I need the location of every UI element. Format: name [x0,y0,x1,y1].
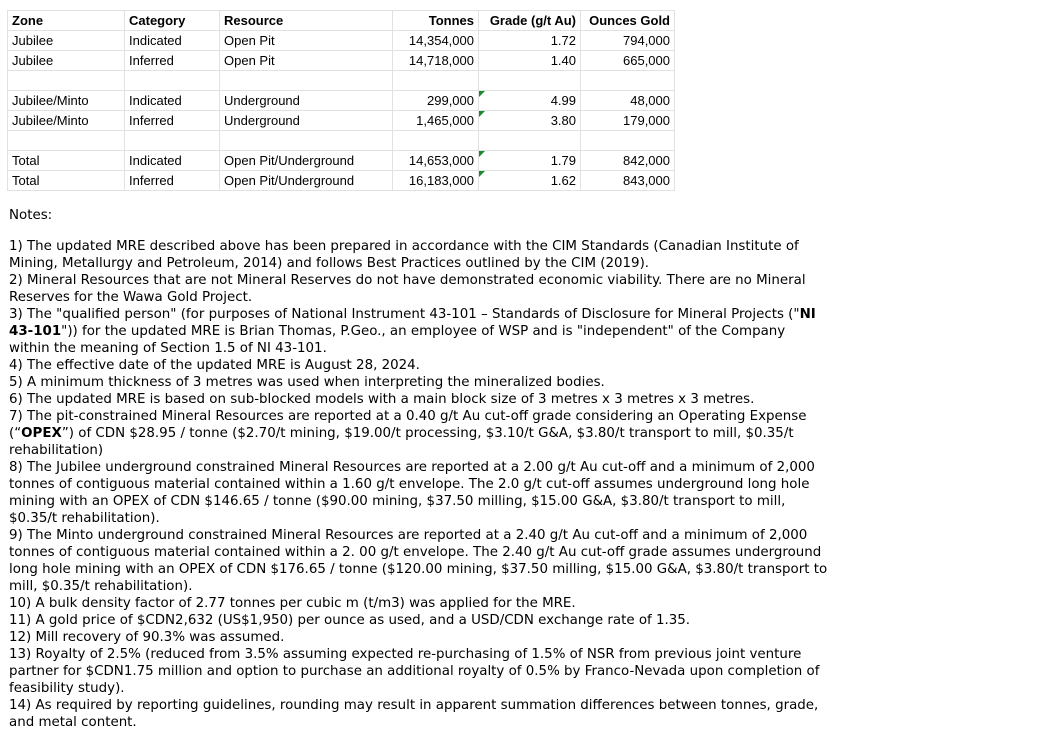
cell-category[interactable]: Inferred [125,51,220,71]
notes-section [9,207,829,731]
error-indicator-icon[interactable] [479,91,485,97]
blank-row [8,71,675,91]
cell-category[interactable]: Indicated [125,151,220,171]
cell-grade[interactable]: 1.40 [479,51,581,71]
note-text: 11) A gold price of $CDN2,632 (US$1,950) per ounce as used, and a USD/CDN exchange rate of 1.35. [9,613,691,628]
empty-cell[interactable] [125,131,220,151]
table-row [8,151,675,171]
cell-resource[interactable]: Open Pit/Underground [220,151,393,171]
cell-zone[interactable]: Jubilee [8,51,125,71]
cell-zone[interactable]: Total [8,151,125,171]
note-bold-term: OPEX [21,426,62,441]
note-item [9,374,829,391]
header-grade[interactable]: Grade (g/t Au) [479,11,581,31]
note-item [9,238,829,272]
cell-grade-value: 4.99 [550,93,576,108]
error-indicator-icon[interactable] [479,111,485,117]
cell-zone[interactable]: Jubilee [8,31,125,51]
header-category[interactable]: Category [125,11,220,31]
cell-tonnes[interactable]: 16,183,000 [393,171,479,191]
note-item [9,459,829,527]
table-row [8,111,675,131]
cell-ounces[interactable]: 179,000 [581,111,675,131]
cell-zone[interactable]: Jubilee/Minto [8,111,125,131]
cell-resource[interactable]: Open Pit [220,31,393,51]
cell-zone[interactable]: Total [8,171,125,191]
header-resource[interactable]: Resource [220,11,393,31]
note-item [9,697,829,731]
cell-category[interactable]: Inferred [125,171,220,191]
note-text: 5) A minimum thickness of 3 metres was used when interpreting the mineralized bodies. [9,375,605,390]
cell-ounces[interactable]: 665,000 [581,51,675,71]
table-row [8,91,675,111]
note-item [9,612,829,629]
note-text: 12) Mill recovery of 90.3% was assumed. [9,630,285,645]
cell-resource[interactable]: Underground [220,111,393,131]
empty-cell[interactable] [393,131,479,151]
cell-category[interactable]: Indicated [125,31,220,51]
cell-grade[interactable]: 1.72 [479,31,581,51]
note-item [9,272,829,306]
empty-cell[interactable] [220,71,393,91]
cell-ounces[interactable]: 794,000 [581,31,675,51]
note-text: 4) The effective date of the updated MRE is August 28, 2024. [9,358,420,373]
empty-cell[interactable] [8,71,125,91]
cell-grade[interactable] [479,151,581,171]
notes-heading: Notes: [9,208,53,223]
cell-ounces[interactable]: 842,000 [581,151,675,171]
empty-cell[interactable] [581,131,675,151]
note-item [9,306,829,357]
cell-grade-value: 1.62 [550,173,576,188]
table-body [8,31,675,191]
cell-grade[interactable] [479,111,581,131]
empty-cell[interactable] [479,71,581,91]
note-text: 9) The Minto underground constrained Mineral Resources are reported at a 2.40 g/t Au cut-off and a minimum of 2,000 tonnes of contiguous material contained within a 2. 00 g/t envelope. The 2.40 g/t Au cut-off grade assumes underground long hole mining with an OPEX of CDN $176.65 / tonne ($120.00 mining, $37.50 milling, $15.00 G&A, $3.80/t transport to mill, $0.35/t rehabilitation). [9,528,828,594]
cell-tonnes[interactable]: 14,718,000 [393,51,479,71]
note-text: 13) Royalty of 2.5% (reduced from 3.5% assuming expected re-purchasing of 1.5% of NSR from previous joint venture partner for $CDN1.75 million and option to purchase an additional royalty of 0.5% by Franco-Nevada upon completion of feasibility study). [9,647,820,696]
cell-zone[interactable]: Jubilee/Minto [8,91,125,111]
empty-cell[interactable] [125,71,220,91]
note-text: 8) The Jubilee underground constrained Mineral Resources are reported at a 2.00 g/t Au cut-off and a minimum of 2,000 tonnes of contiguous material contained within a 1.60 g/t envelope. The 2.0 g/t cut-off assumes underground long hole mining with an OPEX of CDN $146.65 / tonne ($90.00 mining, $37.50 milling, $15.00 G&A, $3.80/t transport to mill, $0.35/t rehabilitation). [9,460,815,526]
blank-row [8,131,675,151]
header-zone[interactable]: Zone [8,11,125,31]
resource-table [7,10,675,191]
notes-list [9,238,829,731]
note-bold-term: NI 43-101 [9,307,816,339]
cell-category[interactable]: Inferred [125,111,220,131]
note-text: 2) Mineral Resources that are not Mineral Reserves do not have demonstrated economic viability. There are no Mineral Reserves for the Wawa Gold Project. [9,273,806,305]
note-text: 10) A bulk density factor of 2.77 tonnes per cubic m (t/m3) was applied for the MRE. [9,596,576,611]
cell-resource[interactable]: Underground [220,91,393,111]
note-text: 6) The updated MRE is based on sub-blocked models with a main block size of 3 metres x 3 metres x 3 metres. [9,392,755,407]
note-text: 14) As required by reporting guidelines, rounding may result in apparent summation differences between tonnes, grade, and metal content. [9,698,819,730]
note-item [9,595,829,612]
note-item [9,646,829,697]
error-indicator-icon[interactable] [479,151,485,157]
empty-cell[interactable] [393,71,479,91]
note-item [9,629,829,646]
empty-cell[interactable] [581,71,675,91]
note-text: 1) The updated MRE described above has been prepared in accordance with the CIM Standards (Canadian Institute of Mining, Metallurgy and Petroleum, 2014) and follows Best Practices outlined by the CIM (2019). [9,239,799,271]
cell-grade-value: 1.79 [550,153,576,168]
cell-grade[interactable] [479,91,581,111]
header-tonnes[interactable]: Tonnes [393,11,479,31]
cell-tonnes[interactable]: 299,000 [393,91,479,111]
cell-tonnes[interactable]: 1,465,000 [393,111,479,131]
empty-cell[interactable] [220,131,393,151]
table-row [8,31,675,51]
note-text: ")) for the updated MRE is Brian Thomas, P.Geo., an employee of WSP and is "independent" of the Company within the meaning of Section 1.5 of NI 43-101. [9,324,786,356]
cell-tonnes[interactable]: 14,653,000 [393,151,479,171]
empty-cell[interactable] [479,131,581,151]
table-header-row [8,11,675,31]
note-item [9,408,829,459]
cell-ounces[interactable]: 48,000 [581,91,675,111]
cell-resource[interactable]: Open Pit/Underground [220,171,393,191]
note-text: ”) of CDN $28.95 / tonne ($2.70/t mining, $19.00/t processing, $3.10/t G&A, $3.80/t transport to mill, $0.35/t rehabilitation) [9,426,794,458]
header-ounces[interactable]: Ounces Gold [581,11,675,31]
cell-ounces[interactable]: 843,000 [581,171,675,191]
note-text: 3) The "qualified person" (for purposes of National Instrument 43-101 – Standards of Disclosure for Mineral Projects (" [9,307,800,322]
cell-grade[interactable] [479,171,581,191]
note-item [9,391,829,408]
note-text: 7) The pit-constrained Mineral Resources are reported at a 0.40 g/t Au cut-off grade considering an Operating Expense (“ [9,409,807,441]
cell-grade-value: 3.80 [550,113,576,128]
table-row [8,51,675,71]
cell-tonnes[interactable]: 14,354,000 [393,31,479,51]
table-row [8,171,675,191]
cell-category[interactable]: Indicated [125,91,220,111]
error-indicator-icon[interactable] [479,171,485,177]
cell-resource[interactable]: Open Pit [220,51,393,71]
note-item [9,357,829,374]
note-item [9,527,829,595]
empty-cell[interactable] [8,131,125,151]
